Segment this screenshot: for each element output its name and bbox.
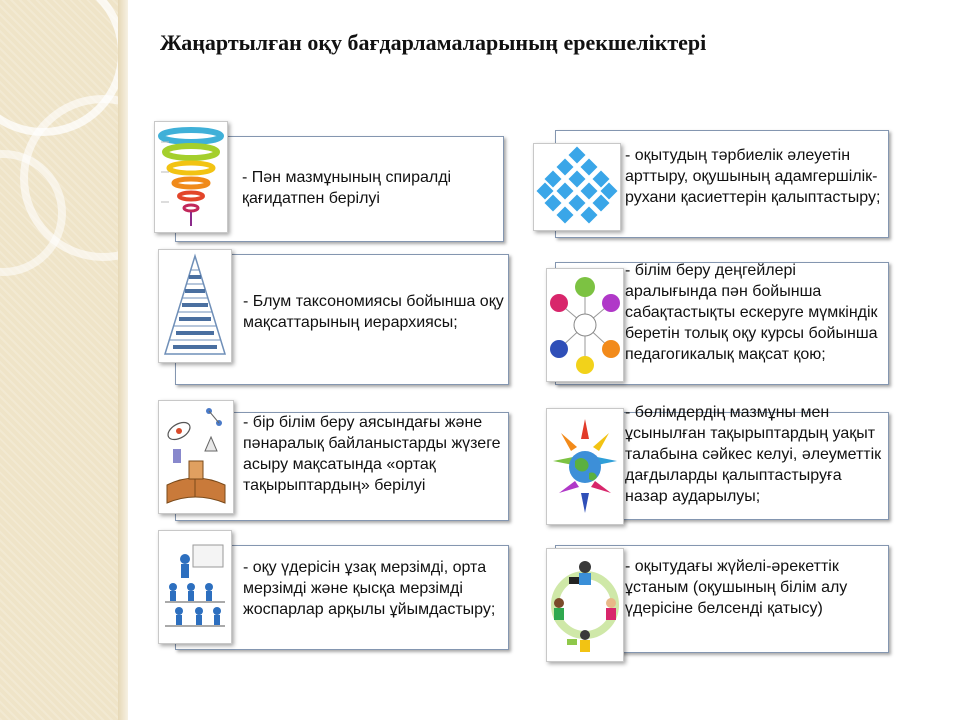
feature-text: - оқытудағы жүйелі-әрекеттік ұстаным (оқушының білім алу үдерісіне белсенді қатысу) [625, 558, 848, 617]
classroom-icon [158, 530, 232, 644]
slide-title: Жаңартылған оқу бағдарламаларының ерекшеліктері [160, 30, 707, 55]
feature-text: - Пән мазмұнының спиралді қағидатпен берілуі [242, 169, 452, 207]
feature-text: - білім беру деңгейлері аралығында пән бойынша сабақтастықты ескеруге мүмкіндік беретін толық оқу курсы бойынша педагогикалық мақсат қою; [625, 262, 878, 363]
hands-globe-icon [546, 408, 624, 525]
bloom-pyramid-icon [158, 249, 232, 363]
spiral-icon [154, 121, 228, 233]
active-learning-icon [546, 548, 624, 662]
feature-text: - оқу үдерісін ұзақ мерзімді, орта мерзімді және қысқа мерзімді жоспарлар арқылы ұйымдастыру; [243, 559, 496, 618]
feature-text: - бір білім беру аясындағы және пәнаралық байланыстарды жүзеге асыру мақсатында «ортақ тақырыптардың» берілуі [243, 414, 501, 494]
decorative-band-edge [118, 0, 128, 720]
science-book-icon [158, 400, 234, 514]
feature-text: - оқытудың тәрбиелік әлеуетін арттыру, оқушының адамгершілік-рухани қасиеттерін қалыптастыру; [625, 147, 881, 206]
decorative-left-band [0, 0, 128, 720]
feature-text: - Блум таксономиясы бойынша оқу мақсаттарының иерархиясы; [243, 293, 504, 331]
circle-diagram-icon [546, 268, 624, 382]
feature-text: - бөлімдердің мазмұны мен ұсынылған тақырыптардың уақыт талабына сәйкес келуі, әлеуметтік дағдыларды қалыптастыруға назар аударылуы; [625, 404, 882, 505]
kazakh-ornament-icon [533, 143, 621, 231]
